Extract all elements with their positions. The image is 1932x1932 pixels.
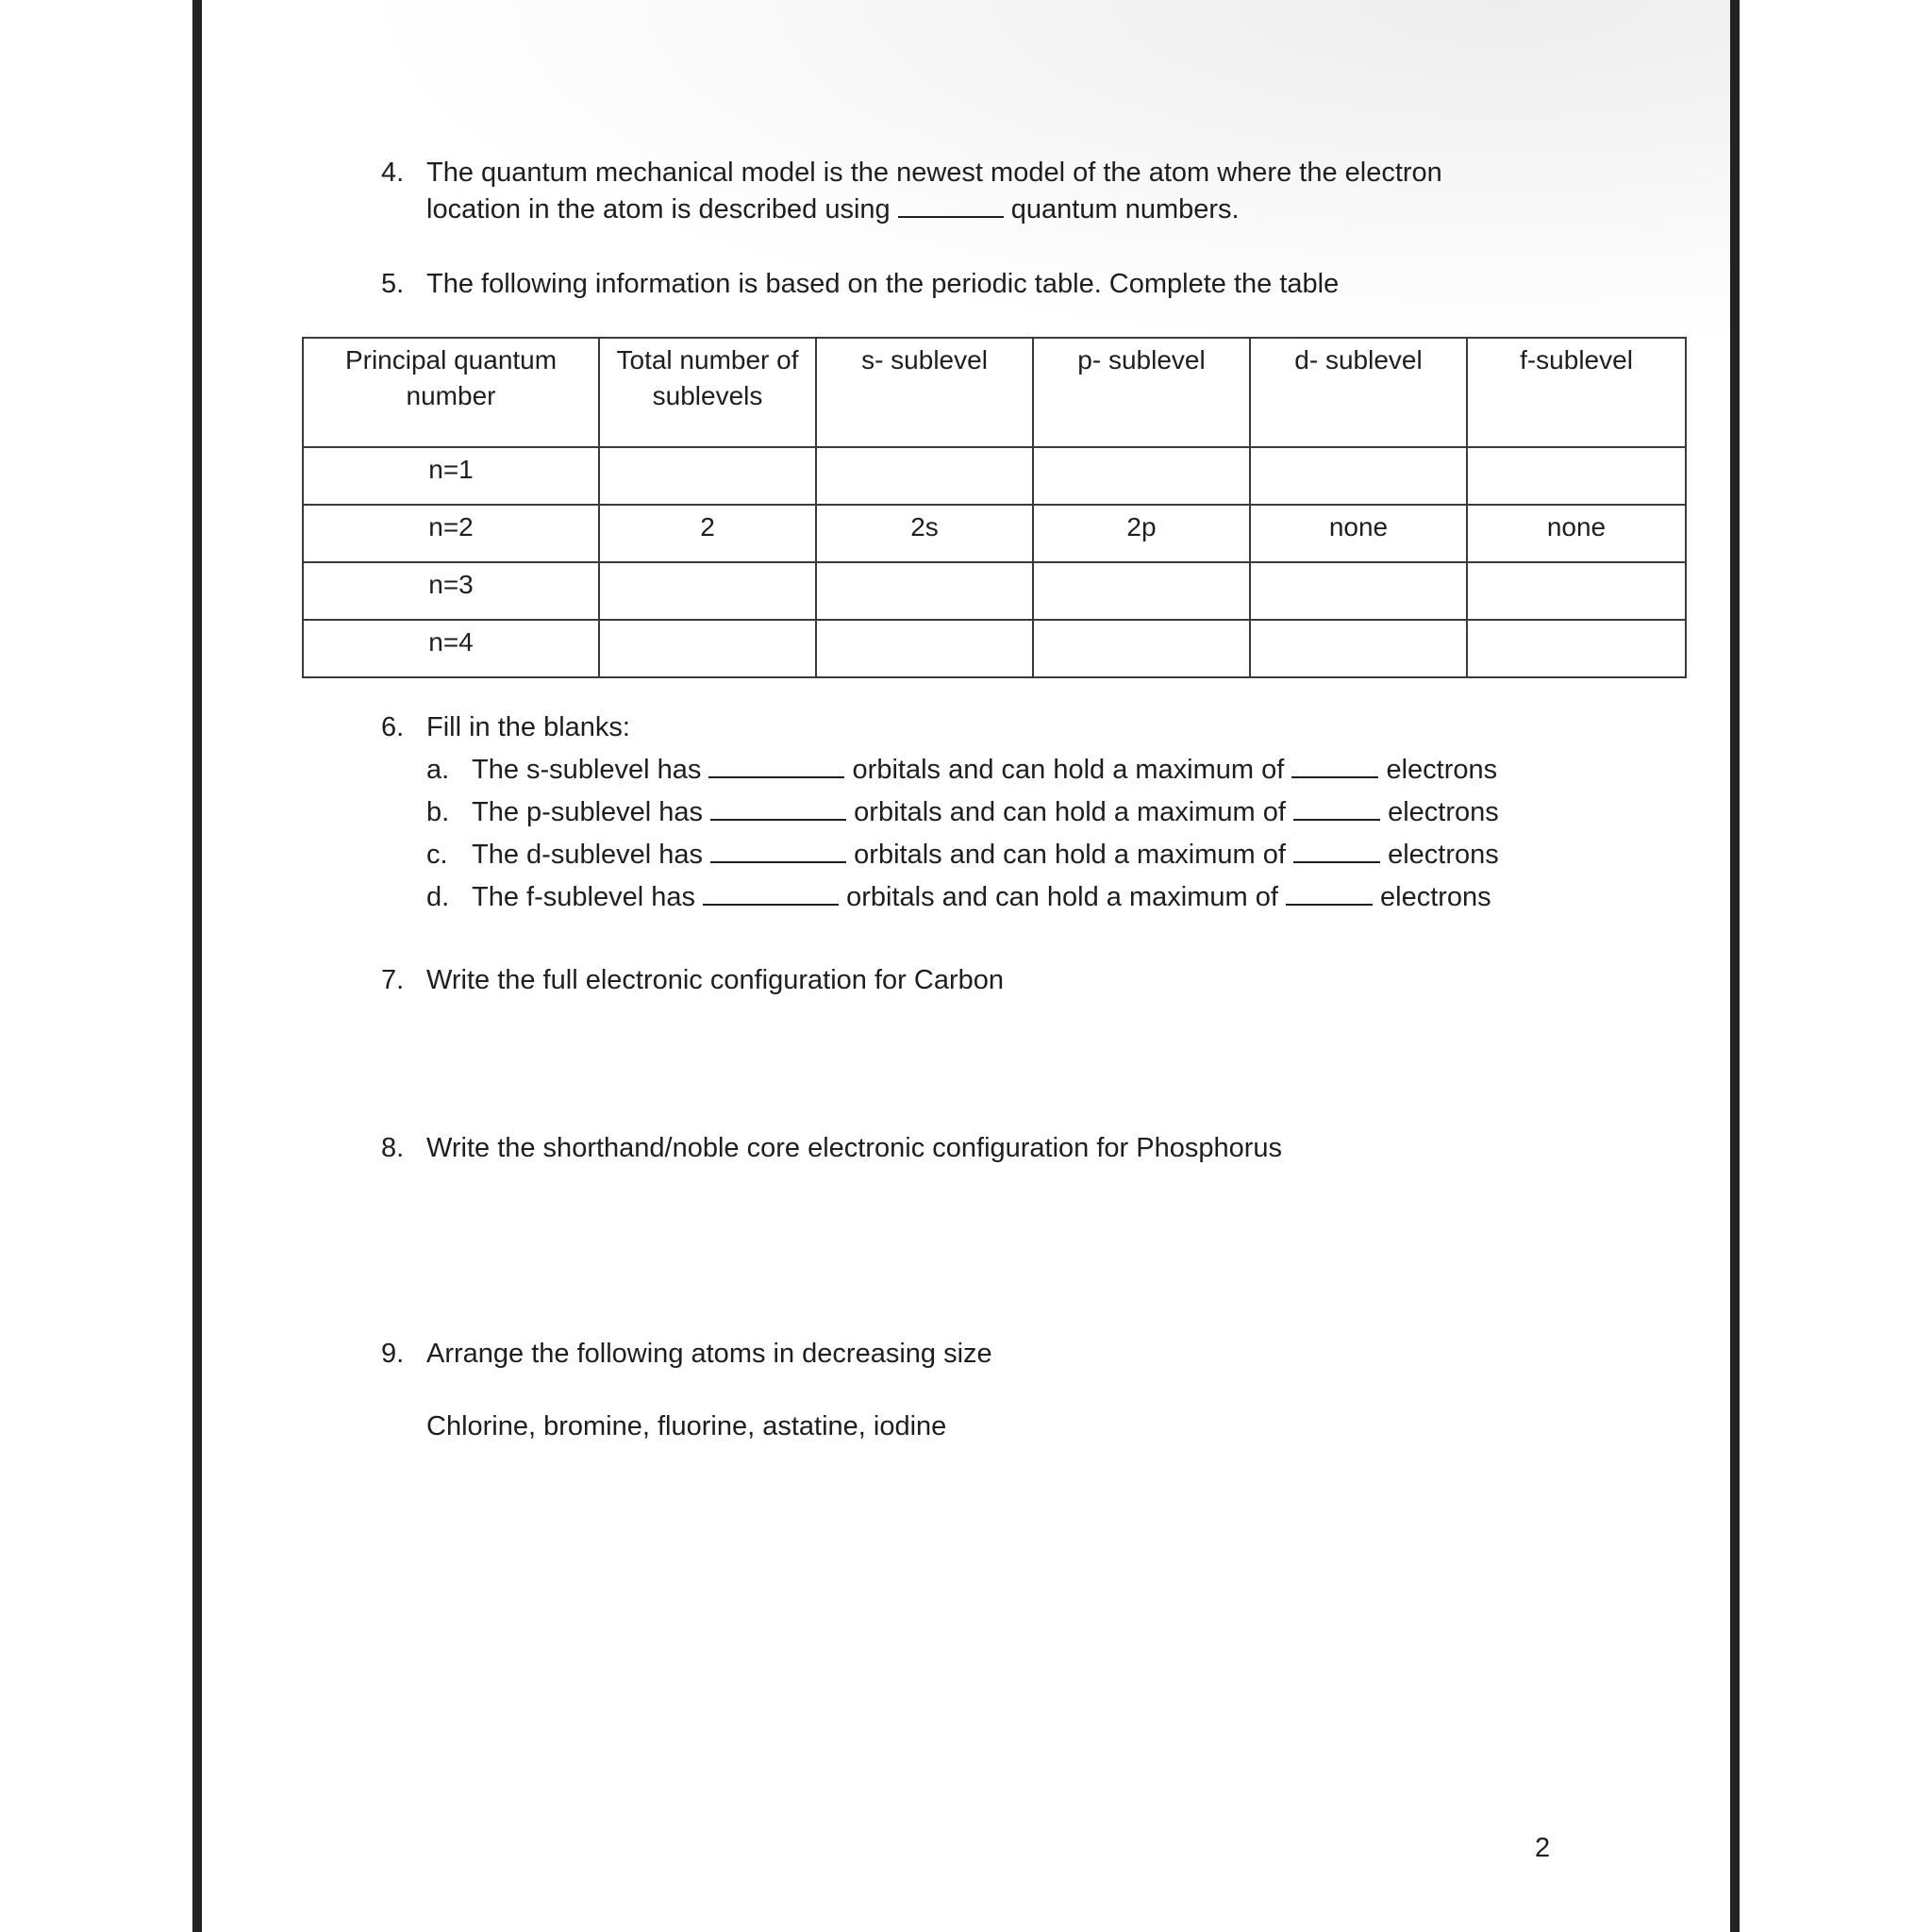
table-cell[interactable] [1250, 620, 1467, 677]
q6b-middle: orbitals and can hold a maximum of [854, 797, 1286, 827]
table-cell[interactable] [1250, 562, 1467, 620]
q6a-middle: orbitals and can hold a maximum of [852, 755, 1285, 785]
table-row [303, 620, 1686, 677]
table-cell: n=3 [303, 562, 599, 620]
table-cell[interactable] [816, 620, 1033, 677]
q6c-end: electrons [1388, 840, 1499, 870]
q6d-letter: d. [426, 882, 450, 912]
table-cell: 2 [599, 505, 816, 562]
q6d-electrons-blank[interactable] [1286, 883, 1373, 906]
table-cell[interactable] [1033, 620, 1250, 677]
q6c-middle: orbitals and can hold a maximum of [854, 840, 1286, 870]
table-cell[interactable] [1467, 562, 1686, 620]
table-cell[interactable] [1467, 620, 1686, 677]
q6b-line [472, 794, 1499, 830]
q9-number: 9. [381, 1339, 405, 1369]
q6d-middle: orbitals and can hold a maximum of [846, 882, 1278, 912]
page-number: 2 [1535, 1833, 1551, 1863]
q4-line2-after: quantum numbers. [1010, 194, 1240, 225]
table-cell[interactable] [1250, 447, 1467, 505]
header-s-sublevel: s- sublevel [816, 338, 1033, 447]
table-row [303, 505, 1686, 562]
q8-number: 8. [381, 1133, 405, 1163]
q9-text: Arrange the following atoms in decreasing size [426, 1339, 992, 1369]
sublevel-table [302, 337, 1687, 678]
header-d-sublevel: d- sublevel [1250, 338, 1467, 447]
q6b-electrons-blank[interactable] [1293, 798, 1380, 821]
q4-number: 4. [381, 158, 405, 188]
table-cell: n=4 [303, 620, 599, 677]
q6d-end: electrons [1380, 882, 1491, 912]
header-p-sublevel: p- sublevel [1033, 338, 1250, 447]
q6d-orbitals-blank[interactable] [703, 883, 839, 906]
q6a-letter: a. [426, 755, 450, 785]
header-f-sublevel: f-sublevel [1467, 338, 1686, 447]
q8-text: Write the shorthand/noble core electronic configuration for Phosphorus [426, 1133, 1283, 1163]
table-cell[interactable] [1033, 447, 1250, 505]
table-cell[interactable] [599, 620, 816, 677]
table-cell[interactable] [816, 562, 1033, 620]
table-cell: 2s [816, 505, 1033, 562]
table-header-row [303, 338, 1686, 447]
table-cell[interactable] [599, 562, 816, 620]
q4-answer-blank[interactable] [898, 195, 1004, 218]
q6b-letter: b. [426, 797, 450, 827]
q6b-end: electrons [1388, 797, 1499, 827]
header-principal-quantum-number: Principal quantum number [303, 338, 599, 447]
q6d-line [472, 879, 1491, 915]
table-cell[interactable] [816, 447, 1033, 505]
page-border-left [192, 0, 202, 1932]
q5-text: The following information is based on the periodic table. Complete the table [426, 269, 1340, 299]
q7-text: Write the full electronic configuration for Carbon [426, 965, 1004, 995]
q6a-end: electrons [1386, 755, 1498, 785]
table-cell: none [1467, 505, 1686, 562]
q6b-orbitals-blank[interactable] [710, 798, 846, 821]
q4-line2 [426, 192, 1240, 227]
page-border-right [1730, 0, 1740, 1932]
table-cell[interactable] [1467, 447, 1686, 505]
header-total-sublevels: Total number of sublevels [599, 338, 816, 447]
q5-number: 5. [381, 269, 405, 299]
q9-atoms-list: Chlorine, bromine, fluorine, astatine, iodine [426, 1411, 947, 1441]
q6a-orbitals-blank[interactable] [708, 756, 844, 778]
q6c-start: The d-sublevel has [472, 840, 704, 870]
table-cell: n=1 [303, 447, 599, 505]
q6b-start: The p-sublevel has [472, 797, 704, 827]
q6d-start: The f-sublevel has [472, 882, 695, 912]
table-row [303, 562, 1686, 620]
q6c-line [472, 837, 1499, 873]
table-cell: 2p [1033, 505, 1250, 562]
q7-number: 7. [381, 965, 405, 995]
table-cell: n=2 [303, 505, 599, 562]
q6-title: Fill in the blanks: [426, 712, 630, 742]
table-cell: none [1250, 505, 1467, 562]
q4-line2-before: location in the atom is described using [426, 194, 891, 225]
worksheet-page [202, 0, 1730, 1932]
q4-line1: The quantum mechanical model is the newest model of the atom where the electron [426, 158, 1442, 188]
table-row [303, 447, 1686, 505]
q6c-orbitals-blank[interactable] [710, 841, 846, 863]
q6a-start: The s-sublevel has [472, 755, 702, 785]
table-cell[interactable] [1033, 562, 1250, 620]
q6a-electrons-blank[interactable] [1291, 756, 1378, 778]
q6a-line [472, 752, 1497, 788]
q6-number: 6. [381, 712, 405, 742]
q6c-electrons-blank[interactable] [1293, 841, 1380, 863]
table-cell[interactable] [599, 447, 816, 505]
q6c-letter: c. [426, 840, 448, 870]
